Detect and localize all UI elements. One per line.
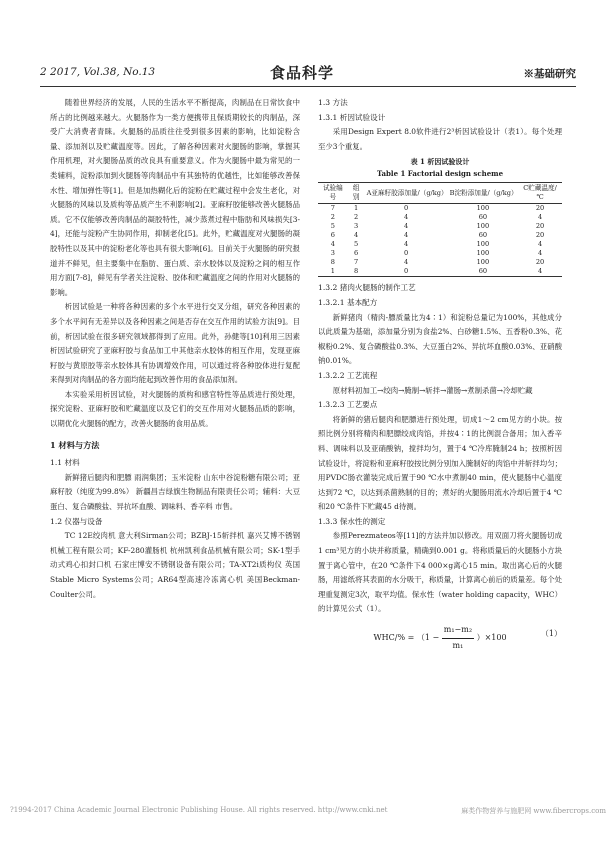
formula-rhs: ）×100: [476, 633, 507, 643]
intro-paragraph-2: 析因试验是一种将各种因素的多个水平进行交叉分组，研究各种因素的多个水平间有无差异以及各种因素之间是否存在交互作用的试验方法[9]。目前，析因试验在很多研究领域都得到了应用。此外，孙健等[10]利用三因素析因试验研究了亚麻籽胶与食品加工中其他亲水胶体的相互作用，发现亚麻籽胶与黄原胶等亲水胶体具有协调增效作用，可以通过将各种胶体进行复配来得到对肉制品的各方面均能起到改善作用的食品添加剂。: [50, 302, 300, 385]
whc-formula: [318, 623, 562, 653]
table-cell: 60: [448, 267, 518, 277]
col-header-run: 试验编号: [318, 183, 348, 204]
table-cell: 4: [404, 231, 409, 240]
process-paragraph: 将新鲜的猪后腿肉和肥膘进行预处理，切成1～2 cm见方的小块。按照比例分别将精肉和肥膘绞成肉馅，并按4∶1的比例混合备用；加入香辛料、调味料以及亚硝酸钠，搅拌均匀，置于4 ℃冷库腌制24 h；按照析因试验设计，将淀粉和亚麻籽胶按比例分别加入腌制好的肉馅中并斩拌均匀；用PVDC肠衣灌装完成后置于90 ℃水中煮制40 min，使火腿肠中心温度达到72 ℃，以达到杀菌熟制的目的；煮好的火腿肠用流水冷却后置于4 ℃和20 ℃条件下贮藏45 d待测。: [318, 414, 562, 512]
section-1-3-2-1-title: 1.3.2.1 基本配方: [318, 297, 378, 307]
copyright-text: ?1994-2017 China Academic Journal Electronic Publishing House. All rights reserved. http://www.cnki.net: [10, 806, 388, 814]
table-cell: 4: [354, 231, 359, 240]
table-cell: 6: [354, 249, 359, 258]
factorial-design-table: [318, 156, 562, 277]
formula-denominator: m₁: [452, 640, 464, 650]
table-cell: 2: [354, 213, 359, 222]
table-cell: 5: [354, 240, 359, 249]
table-cell: 0: [365, 267, 448, 277]
table-row: [318, 249, 562, 258]
table-cell: 1: [318, 267, 348, 277]
table-row: [318, 204, 562, 214]
table-cell: 4: [537, 249, 543, 258]
recipe-paragraph: 新鲜猪肉（精肉-膘质量比为4∶1）和淀粉总量记为100%，其他成分以此质量为基础，添加量分别为食盐2%、白砂糖1.5%、五香粉0.3%、花椒粉0.2%、复合磷酸盐0.3%、大豆蛋白2%、异抗坏血酸0.03%、亚硝酸钠0.01%。: [318, 312, 562, 366]
journal-logo-title: 食品科学: [270, 64, 335, 82]
col-header-temperature: C贮藏温度/℃: [518, 183, 562, 204]
left-column: [50, 96, 300, 602]
section-1-3-1-title: 1.3.1 析因试验设计: [318, 112, 386, 122]
table-cell: 7: [354, 258, 359, 267]
equipment-paragraph: TC 12E绞肉机 意大利Sirman公司；BZBJ-15斩拌机 嘉兴艾博不锈钢机械工程有限公司；KF-280灌肠机 杭州凯利食品机械有限公司；SK-1型手动式鸡心扣封口机 石家庄博安不锈钢设备有限公司；TA-XT2i质构仪 英国Stable Micro Systems公司；AR64型高速冷冻离心机 美国Beckman-Coulter公司。: [50, 531, 300, 599]
table-cell: 4: [404, 213, 409, 222]
table-cell: 4: [518, 267, 562, 277]
table-cell: 20: [535, 204, 545, 213]
page-footer: [10, 806, 606, 814]
table-cell: 1: [354, 204, 359, 213]
table-cell: 7: [330, 204, 335, 213]
table-cell: 60: [478, 213, 488, 222]
formula-fraction: [442, 623, 474, 653]
col-header-starch: B淀粉添加量/（g/kg）: [448, 183, 518, 204]
table-cell: 8: [330, 258, 335, 267]
table-cell: 2: [330, 213, 335, 222]
table-row: [318, 240, 562, 249]
flow-paragraph: 原材料初加工→绞肉→腌制→斩拌→灌肠→煮制杀菌→冷却贮藏: [332, 385, 533, 395]
intro-paragraph-3: 本实验采用析因试验，对火腿肠的质构和感官特性等品质进行预处理，探究淀粉、亚麻籽胶和贮藏温度以及它们的交互作用对火腿肠品质的影响，以期优化火腿肠的配方，改善火腿肠的食用品质。: [50, 389, 300, 429]
watermark-text: 麻类作物营养与施肥网 www.fibercrops.com: [461, 807, 606, 815]
table-cell: 100: [476, 240, 490, 249]
table-cell: 4: [404, 240, 409, 249]
intro-paragraph-1: 随着世界经济的发展，人民的生活水平不断提高，肉制品在日常饮食中所占的比例越来越大。火腿肠作为一类方便携带且保质期较长的肉制品，深受广大消费者青睐。火腿肠的品质往往受到很多因素的影响，比如淀粉含量、添加剂以及贮藏温度等。因此，了解各种因素对火腿肠的影响，掌握其作用机理，对火腿肠品质的改良具有重要意义。作为火腿肠中最为常见的一类辅料，淀粉添加到火腿肠等肉制品中有其独特的优越性，比如能够改善保水性、增加弹性等[1]。但是加热糊化后的淀粉在贮藏过程中会发生老化，对火腿肠的风味以及质构等品质产生不利影响[2]。亚麻籽胶能够改善火腿肠品质。它不仅能够改善肉制品的凝胶特性，减少蒸煮过程中脂肪和风味损失[3-4]，还能与淀粉产生协同作用，抑制老化[5]。此外，贮藏温度对火腿肠的凝胶特性以及其中的淀粉老化等也具有很大影响[6]。目前关于火腿肠的研究报道并不鲜见，但主要集中在脂肪、蛋白质、亲水胶体以及淀粉之间的相互作用方面[7-8]，鲜见有学者关注淀粉、胶体和贮藏温度之间的作用对火腿肠的影响。: [50, 98, 300, 297]
table-row: [318, 258, 562, 267]
journal-issue: 2 2017, Vol.38, No.13: [40, 66, 156, 78]
table-cell: 3: [354, 222, 359, 231]
section-1-2-title: 1.2 仪器与设备: [50, 516, 103, 526]
table-cell: 100: [476, 204, 490, 213]
section-1-3-title: 1.3 方法: [318, 98, 348, 107]
section-1-3-3-title: 1.3.3 保水性的测定: [318, 516, 386, 526]
section-label: ※基础研究: [523, 68, 576, 80]
materials-paragraph: 新鲜猪后腿肉和肥膘 雨润集团；玉米淀粉 山东中谷淀粉糖有限公司；亚麻籽胶（纯度为99.8%） 新疆昌吉绿旗生物制品有限责任公司；辅料：大豆蛋白、复合磷酸盐、异抗坏血酸、调味料、香辛料 市售。: [50, 472, 300, 512]
table-row: [318, 222, 562, 231]
section-1-3-2-2-title: 1.3.2.2 工艺流程: [318, 370, 378, 380]
table: [318, 182, 562, 277]
header-rule: [40, 86, 576, 87]
table-cell: 0: [404, 204, 409, 213]
design-paragraph: 采用Design Expert 8.0软件进行2³析因试验设计（表1）。每个处理至少3个重复。: [318, 127, 562, 151]
table-cell: 0: [404, 249, 409, 258]
page-header: [40, 62, 576, 84]
equation-number: （1）: [540, 629, 562, 639]
section-1-3-2-title: 1.3.2 猪肉火腿肠的制作工艺: [318, 283, 416, 293]
col-header-flaxseed-gum: A亚麻籽胶添加量/（g/kg）: [365, 183, 448, 204]
table-cell: 100: [476, 222, 490, 231]
table-cell: 4: [404, 258, 409, 267]
col-header-group: 组别: [348, 183, 365, 204]
table-row: [318, 213, 562, 222]
table-cell: 60: [478, 231, 488, 240]
table-cell: 4: [404, 222, 409, 231]
table-caption-en: Table 1 Factorial design scheme: [376, 169, 504, 179]
section-1-1-title: 1.1 材料: [50, 458, 80, 468]
table-cell: 20: [535, 231, 545, 240]
table-cell: 20: [535, 258, 545, 267]
section-1-title: 1 材料与方法: [50, 439, 100, 450]
table-row: [318, 231, 562, 240]
table-cell: 5: [330, 222, 335, 231]
table-cell: 4: [537, 240, 543, 249]
section-1-3-2-3-title: 1.3.2.3 工艺要点: [318, 400, 378, 410]
formula-lhs: WHC/% = （1 −: [373, 633, 442, 643]
table-cell: 8: [348, 267, 365, 277]
table-caption-cn: 表 1 析因试验设计: [410, 157, 470, 167]
right-column: [318, 96, 562, 659]
table-cell: 3: [330, 249, 335, 258]
table-cell: 6: [330, 231, 335, 240]
table-cell: 4: [537, 213, 543, 222]
table-cell: 100: [476, 258, 490, 267]
table-cell: 100: [476, 249, 490, 258]
table-row: [318, 267, 562, 277]
table-cell: 20: [535, 222, 545, 231]
whc-paragraph: 参照Perezmateos等[11]的方法并加以修改。用双面刀将火腿肠切成1 cm³见方的小块并称质量，精确到0.001 g。将称质量后的火腿肠小方块置于离心管中，在20 ℃条件下4 000×g离心15 min。取出离心后的火腿肠，用滤纸将其表面的水分吸干，称质量，计算离心前后的质量差。每个处理重复测定3次，取平均值。保水性（water holding capacity，WHC）的计算见公式（1）。: [318, 531, 562, 614]
table-cell: 4: [330, 240, 335, 249]
formula-numerator: m₁−m₂: [442, 623, 474, 639]
